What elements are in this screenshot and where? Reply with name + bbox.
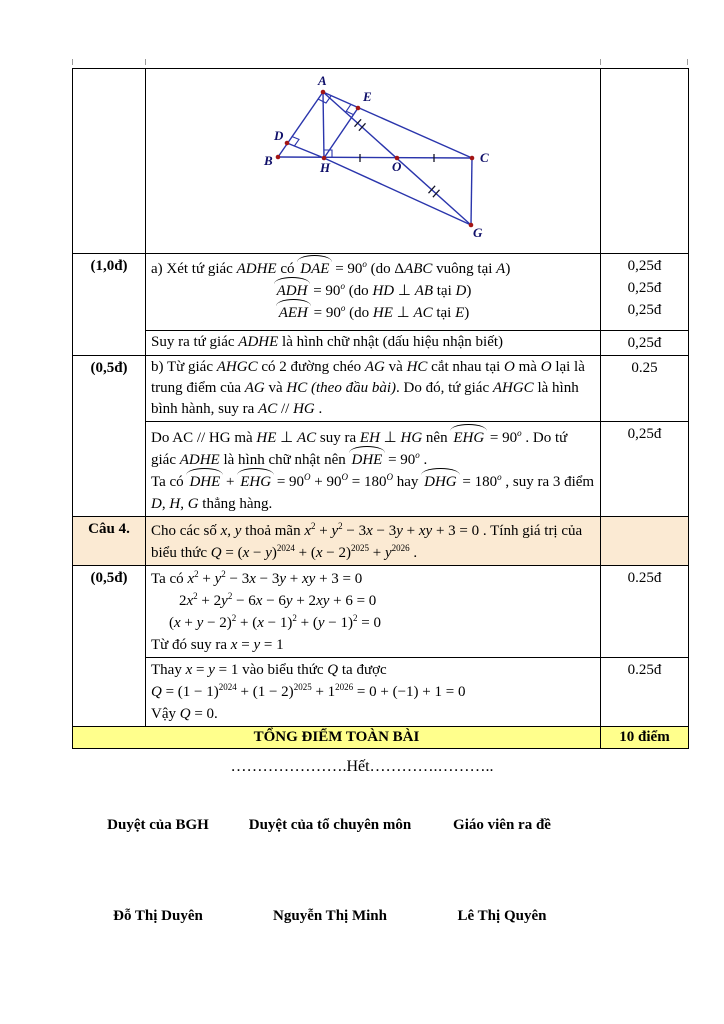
solution-a-cell (146, 254, 601, 331)
table-continuation-stub (600, 59, 601, 65)
solution-line: a) Xét tứ giác ADHE có DAE = $90^o$ (do ΔABC vuông tại A) (151, 258, 595, 280)
solution-line: b) Từ giác AHGC có 2 đường chéo AG và HC cắt nhau tại O mà O lại là trung điểm của AG và HC (theo đầu bài). Do đó, tứ giác AHGC là hình bình hành, suy ra AC // HG . (151, 359, 585, 417)
svg-text:G: G (473, 225, 483, 240)
solution-taco-cell (146, 566, 601, 658)
signature-name-3: Lê Thị Quyên (457, 908, 547, 924)
score-value: 0,25đ (627, 302, 662, 318)
solution-line: Ta có $x^2 + y^2 - 3x - 3y$ + xy + 3 = 0 (151, 569, 363, 587)
score-label-q4: (0,5đ) (73, 566, 146, 727)
svg-text:C: C (480, 150, 489, 165)
score-cell-q4 (601, 517, 689, 566)
solution-thay-cell (146, 658, 601, 727)
solution-suyra-cell (146, 331, 601, 356)
table-continuation-stub (145, 59, 146, 65)
score-label-q3cd: (0,5đ) (73, 356, 146, 517)
signature-header-bgh: Duyệt của BGH (107, 817, 209, 833)
solution-line: Ta có DHE + EHG = $90^O + 90^O = 180^O$ hay DHG = $180^o$ , suy ra 3 điểm D, H, G thẳng hàng. (151, 472, 595, 512)
signature-name-1: Đỗ Thị Duyên (113, 908, 203, 924)
score-cell-suyra: 0,25đ (601, 331, 689, 356)
solution-line: $2x^2 + 2y^2 - 6x - 6y + 2xy + 6 = 0$ (179, 591, 377, 609)
score-cell-taco: 0.25đ (601, 566, 689, 658)
score-cell-thay: 0.25đ (601, 658, 689, 727)
solution-line: Do AC // HG mà HE ⊥ AC suy ra EH ⊥ HG nên EHG = $90^o$ . Do tứ giác ADHE là hình chữ nhật nên DHE = $90^o$ . (151, 427, 595, 471)
svg-text:D: D (274, 128, 284, 143)
question-line: Cho các số x, y thoả mãn $x^2 + y^2 - 3x - 3y$ + xy + 3 = 0 . Tính giá trị của biểu thức $Q = (x - y)^{2024} + (x - 2)^{2025} + y^{2026}$ . (151, 521, 583, 561)
score-cell-b: 0.25 (601, 356, 689, 422)
figure-row-score-cell (601, 69, 689, 254)
svg-text:H: H (320, 160, 331, 175)
solution-line: Suy ra tứ giác ADHE là hình chữ nhật (dấu hiệu nhận biết) (151, 334, 504, 350)
solution-line: $(x + y - 2)^2 + (x - 1)^2 + (y - 1)^2 = 0$ (169, 613, 381, 631)
score-cell-a (601, 254, 689, 331)
solution-b-cell (146, 356, 601, 422)
total-row-score: 10 điểm (601, 727, 689, 749)
signature-header-giao-vien: Giáo viên ra đề (453, 817, 551, 833)
geometry-figure-cell (146, 69, 601, 254)
score-cell-ehg: 0,25đ (601, 422, 689, 517)
figure-row-label-cell (73, 69, 146, 254)
score-value: 0,25đ (627, 280, 662, 296)
signature-names (72, 908, 588, 925)
solution-ehg-cell (146, 422, 601, 517)
solution-line: Thay x = y = 1 vào biểu thức Q ta được (151, 662, 387, 678)
score-label-q3ab: (1,0đ) (73, 254, 146, 356)
question-4-statement-cell (146, 517, 601, 566)
svg-text:E: E (363, 89, 372, 104)
table-continuation-stub (72, 59, 73, 65)
het-divider-line: ………………….Hết………….……….. (230, 758, 494, 775)
signature-name-2: Nguyễn Thị Minh (273, 908, 387, 924)
geometry-figure (151, 70, 604, 245)
svg-text:O: O (392, 159, 402, 174)
svg-text:B: B (264, 153, 273, 168)
svg-text:A: A (318, 73, 327, 88)
total-row-label: TỔNG ĐIỂM TOÀN BÀI (73, 727, 601, 749)
signature-headers (72, 817, 588, 834)
solution-line: Vậy Q = 0. (151, 706, 218, 722)
table-continuation-stub (687, 59, 688, 65)
solution-line: Từ đó suy ra x = y = 1 (151, 637, 284, 653)
score-value: 0,25đ (627, 258, 662, 274)
question-4-label: Câu 4. (73, 517, 146, 566)
signature-header-to-chuyen-mon: Duyệt của tổ chuyên môn (248, 817, 412, 833)
solution-line: AEH = $90^o$ (do HE ⊥ AC tại E) (151, 302, 595, 324)
solution-line: $Q = (1 - 1)^{2024} + (1 - 2)^{2025} + 1^{2026} = 0 + (-1) + 1 = 0$ (151, 682, 466, 700)
solution-line: ADH = $90^o$ (do HD ⊥ AB tại D) (151, 280, 595, 302)
answer-table (72, 68, 689, 749)
